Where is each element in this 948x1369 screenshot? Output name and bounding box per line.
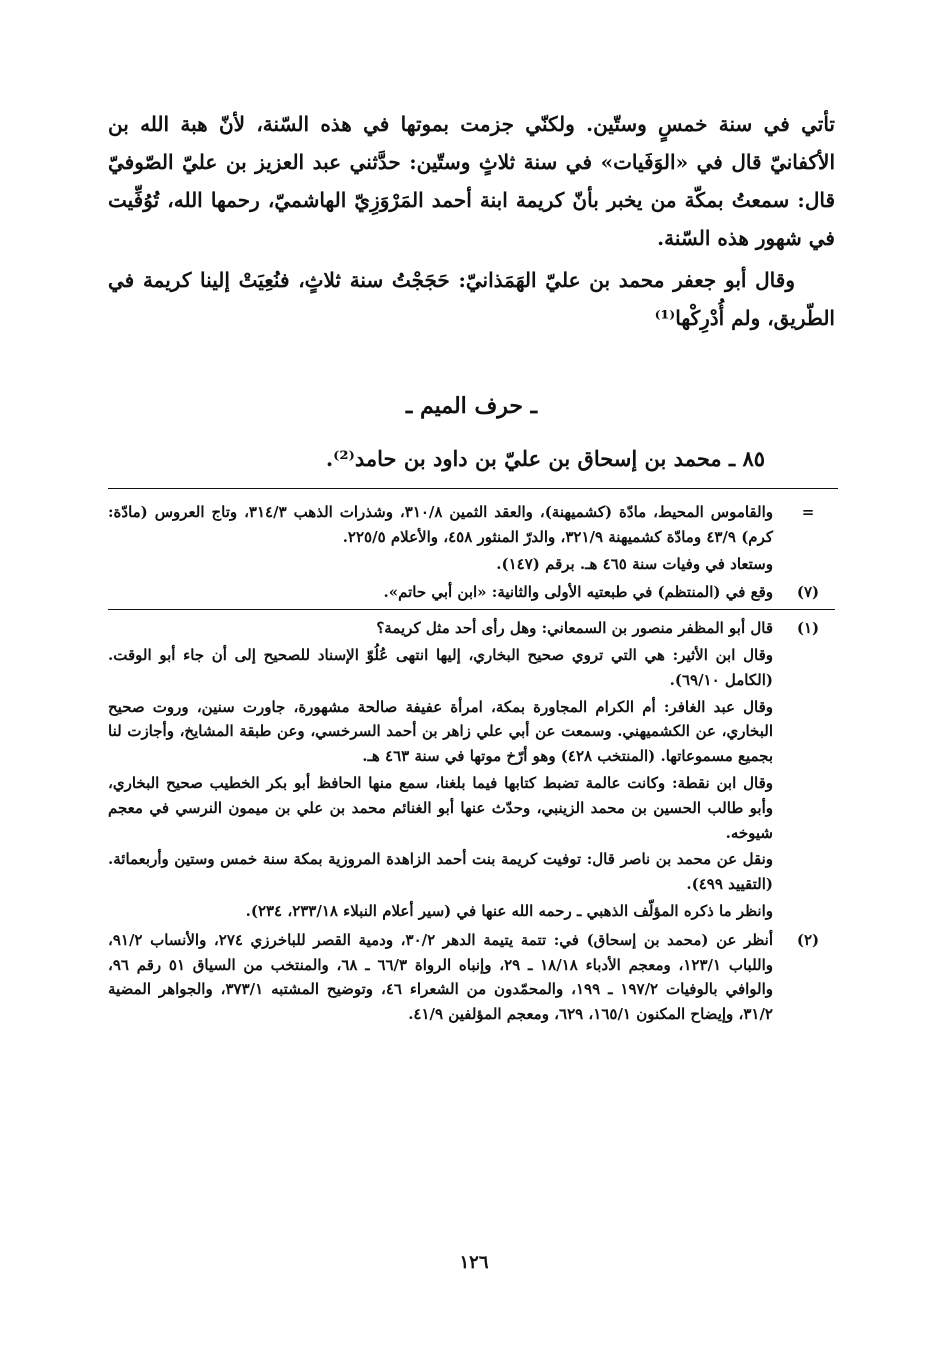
footnote-paragraph: وقال ابن الأثير: هي التي تروي صحيح البخاري، إليها انتهى عُلُوّ الإسناد للصحيح إلى أن جاء أبو الوقت. (الكامل ٦٩/١٠). [108,645,773,689]
body-paragraph: وقال أبو جعفر محمد بن عليّ الهَمَذانيّ: حَجَجْتُ سنة ثلاثٍ، فنُعِيَتْ إلينا كريمة في الطّريق، ولم أُدْرِكْها⁽¹⁾ [108,268,835,330]
footnote-paragraph: ونقل عن محمد بن ناصر قال: توفيت كريمة بنت أحمد الزاهدة المروزية بمكة سنة خمس وستين وأربعمائة. (التقييد ٤٩٩). [108,850,773,894]
footnote-marker: (١) [796,619,820,638]
footnote-2 [108,928,835,1027]
footnote-continuation [108,500,835,576]
page-number: ١٢٦ [459,1252,489,1273]
footnote-marker: (٢) [796,930,820,949]
footnote-paragraph: قال أبو المظفر منصور بن السمعاني: وهل رأى أحد مثل كريمة؟ [376,619,773,638]
footnote-paragraph: وستعاد في وفيات سنة ٤٦٥ هـ. برقم (١٤٧). [496,554,773,573]
footnote-marker: (٧) [796,583,820,602]
footnote-paragraph: أنظر عن (محمد بن إسحاق) في: تتمة يتيمة الدهر ٣٠/٢، ودمية القصر للباخرزي ٢٧٤، والأنساب ٩١/٢، واللباب ١٢٣/١، ومعجم الأدباء ١٨/١٨ ـ ٢٩، وإنباه الرواة ٦٦/٣ ـ ٦٨، والمنتخب من السياق ٥١ رقم ٩٦، والوافي بالوفيات ١٩٧/٢ ـ ١٩٩، والمحمّدون من الشعراء ٤٦، وتوضيح المشتبه ٣٧٣/١، والجواهر المضية ٣١/٢، وإيضاح المكنون ١٦٥/١، ٦٢٩، ومعجم المؤلفين ٤١/٩. [108,930,774,1024]
footnote-paragraph: والقاموس المحيط، مادّة (كشميهنة)، والعقد الثمين ٣١٠/٨، وشذرات الذهب ٣١٤/٣، وتاج العروس (مادّة: كرم) ٤٣/٩ ومادّة كشميهنة ٣٢١/٩، والدرّ المنثور ٤٥٨، والأعلام ٢٢٥/٥. [108,503,773,546]
entry-heading: ٨٥ ـ محمد بن إسحاق بن عليّ بن داود بن حامد⁽²⁾. [325,446,765,471]
section-heading: ـ حرف الميم ـ [405,393,538,419]
footnote-separator [108,488,838,489]
footnote-paragraph: وانظر ما ذكره المؤلّف الذهبي ـ رحمه الله عنها في (سير أعلام النبلاء ٢٣٣/١٨، ٢٣٤). [245,901,773,920]
body-paragraph: تأتي في سنة خمسٍ وستّين. ولكنّي جزمت بموتها في هذه السّنة، لأنّ هبة الله بن الأكفانيّ قال في «الوَفَيات» في سنة ثلاثٍ وستّين: حدَّثني عبد العزيز بن عليّ الصّوفيّ قال: سمعتُ بمكّة من يخبر بأنّ كريمة ابنة أحمد المَرْوَزِيّ الهاشميّ، رحمها الله، تُوُفِّيت في شهور هذه السّنة. [108,112,835,250]
main-text [108,105,835,337]
footnote-paragraph: وقع في (المنتظم) في طبعتيه الأولى والثانية: «ابن أبي حاتم». [383,583,773,602]
footnote-paragraph: وقال عبد الغافر: أم الكرام المجاورة بمكة، امرأة عفيفة صالحة مشهورة، جاورت سنين، وروت صحيح البخاري، عن الكشميهني. وسمعت عن أبي علي زاهر بن أحمد السرخسي، وعن طبقة المشايخ، وأجازت لنا بجميع مسموعاتها. (المنتخب ٤٢٨) وهو أرّخ موتها في سنة ٤٦٣ هـ. [108,697,773,766]
footnote-marker: = [801,503,815,521]
footnotes [108,500,835,1031]
footnote-paragraph: وقال ابن نقطة: وكانت عالمة تضبط كتابها فيما بلغنا، سمع منها الحافظ أبو بكر الخطيب صحيح البخاري، وأبو طالب الحسين بن محمد الزينبي، وحدّث عنها أبو الغنائم محمد بن علي بن ميمون النرسي في معجم شيوخه. [108,773,773,842]
footnote-1 [108,609,835,924]
footnote-7 [108,580,835,605]
